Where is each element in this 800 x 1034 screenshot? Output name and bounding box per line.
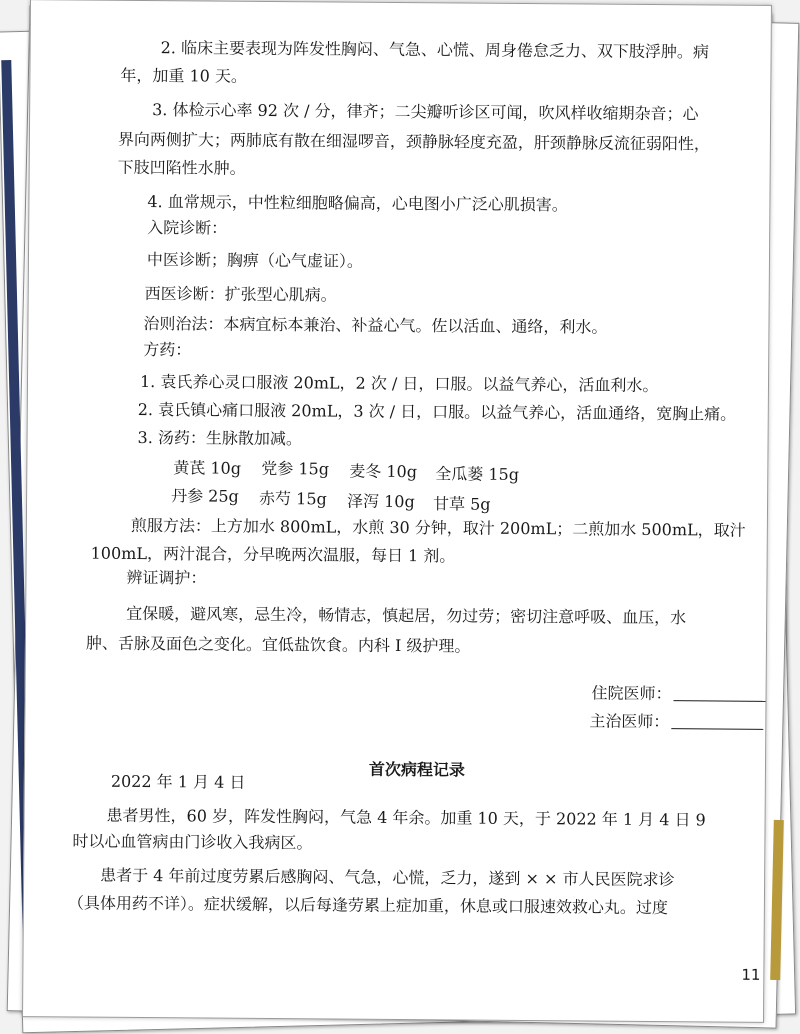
herb-item: 党参 15g [261,458,330,479]
signature-blank [671,712,763,730]
herb-item: 丹参 25g [171,486,239,506]
text-line: 煎服方法：上方加水 800mL，水煎 30 分钟，取汁 200mL；二煎加水 500mL，取汁 [130,515,746,540]
resident-label: 住院医师： [591,683,672,704]
text-line: 1. 袁氏养心灵口服液 20mL，2 次 / 日，口服。以益气养心，活血利水。 [139,371,659,396]
page-content [67,1,772,984]
text-line: 西医诊断：扩张型心肌病。 [144,284,337,305]
section-title: 首次病程记录 [368,759,466,780]
text-line: 患者于 4 年前过度劳累后感胸闷、气急，心慌，乏力，遂到 × × 市人民医院求诊 [100,865,675,890]
text-line: 2. 袁氏镇心痛口服液 20mL，3 次 / 日，口服。以益气养心，活血通络，宽胸止痛。 [137,399,737,424]
page-number: 11 [741,965,761,984]
herb-item: 麦冬 10g [349,461,418,482]
text-line: 3. 汤药：生脉散加减。 [137,427,302,449]
text-line: 界向两侧扩大；两肺底有散在细湿啰音，颈静脉轻度充盈，肝颈静脉反流征弱阳性， [117,129,710,154]
section-heading: 入院诊断： [147,218,228,238]
attending-label: 主治医师： [589,711,670,732]
text-line: 2. 临床主要表现为阵发性胸闷、气急、心慌、周身倦怠乏力、双下肢浮肿。病 [160,38,710,62]
document-page [22,0,772,1023]
text-line: （具体用药不详）。症状缓解，以后每逢劳累上症加重，休息或口服速效救心丸。过度 [67,893,668,918]
herb-item: 全瓜蒌 15g [435,464,520,484]
text-line: 100mL，两汁混合，分早晚两次温服，每日 1 剂。 [90,543,456,566]
herb-item: 黄芪 10g [173,458,242,478]
text-line: 肿、舌脉及面色之变化。宜低盐饮食。内科 Ⅰ 级护理。 [85,633,471,656]
text-line: 中医诊断；胸痹（心气虚证）。 [146,250,364,271]
attending-signature [589,711,763,734]
herb-item: 赤芍 15g [259,488,327,509]
text-line: 下肢凹陷性水肿。 [117,157,246,178]
text-line: 时以心血管病由门诊收入我病区。 [72,831,313,853]
text-line: 患者男性，60 岁，阵发性胸闷，气急 4 年余。加重 10 天，于 2022 年 1 月 4 日 9 [106,805,706,830]
herb-item: 泽泻 10g [347,491,415,512]
section-heading: 方药： [143,340,192,360]
text-line: 宜保暖，避风寒，忌生冷，畅情志，慎起居，勿过劳；密切注意呼吸、血压，水 [126,603,687,628]
text-line: 4. 血常规示，中性粒细胞略偏高，心电图小广泛心肌损害。 [147,192,568,215]
text-line: 治则治法：本病宜标本兼治、补益心气。佐以活血、通络，利水。 [143,314,608,337]
herb-item: 甘草 5g [432,494,491,514]
resident-signature [591,683,765,706]
text-line: 年，加重 10 天。 [120,65,248,86]
text-line: 3. 体检示心率 92 次 / 分，律齐；二尖瓣听诊区可闻，吹风样收缩期杂音；心 [152,100,699,124]
record-date: 2022 年 1 月 4 日 [110,771,246,792]
section-heading: 辨证调护： [126,567,207,588]
signature-blank [674,684,766,702]
